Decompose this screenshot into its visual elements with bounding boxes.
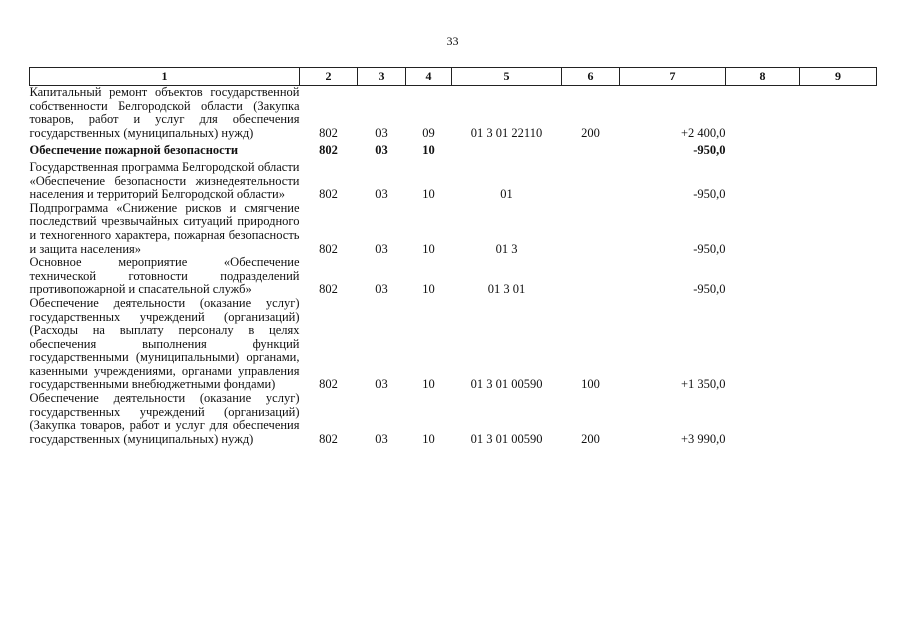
row-code-6	[562, 140, 620, 158]
row-code-2: 802	[319, 187, 338, 202]
page-number: 33	[446, 34, 459, 48]
row-code-2: 802	[319, 282, 338, 297]
row-code-3: 03	[375, 431, 388, 446]
column-header: 2	[300, 68, 358, 86]
row-code-4: 10	[422, 187, 435, 202]
row-code-4: 10	[422, 241, 435, 256]
row-name: Капитальный ремонт объектов государственной собственности Белгородской области (Закупка товаров, работ и услуг для обеспечения государственных (муниципальных) нужд)	[29, 85, 300, 140]
table-row	[30, 158, 877, 202]
row-code-3: 03	[375, 187, 388, 202]
row-name: Обеспечение деятельности (оказание услуг) государственных учреждений (организаций) (Закупка товаров, работ и услуг для обеспечения государственных (муниципальных) нужд)	[29, 391, 300, 446]
row-empty-cell	[726, 202, 800, 256]
column-header: 5	[452, 68, 562, 86]
column-header: 8	[726, 68, 800, 86]
row-amount: -950,0	[693, 187, 726, 202]
row-name: Обеспечение деятельности (оказание услуг) государственных учреждений (организаций) (Расходы на выплату персоналу в целях обеспечения выполнения функций государственными (муниципальными) органами, казенными учреждениями, органами управления государственными внебюджетными фондами)	[29, 295, 300, 392]
row-code-2: 802	[319, 241, 338, 256]
row-code-5: 01 3 01 22110	[470, 125, 543, 140]
row-code-2: 802	[319, 125, 338, 140]
row-amount: +1 350,0	[680, 377, 726, 392]
column-header: 3	[358, 68, 406, 86]
row-empty-cell	[800, 256, 877, 297]
row-name: Обеспечение пожарной безопасности	[29, 143, 239, 158]
row-code-5: 01 3 01 00590	[470, 377, 543, 392]
row-code-4: 10	[422, 377, 435, 392]
row-empty-cell	[726, 158, 800, 202]
row-code-6	[562, 158, 620, 202]
row-empty-cell	[800, 140, 877, 158]
row-code-3: 03	[375, 282, 388, 297]
row-amount: +3 990,0	[680, 431, 726, 446]
row-empty-cell	[726, 86, 800, 141]
row-code-4: 09	[422, 125, 435, 140]
table-row	[30, 140, 877, 158]
column-header: 7	[620, 68, 726, 86]
row-code-6: 200	[581, 431, 600, 446]
row-empty-cell	[800, 392, 877, 446]
row-amount: -950,0	[693, 282, 726, 297]
row-code-5: 01 3 01 00590	[470, 431, 543, 446]
row-name: Подпрограмма «Снижение рисков и смягчение последствий чрезвычайных ситуаций природного и техногенного характера, пожарная безопасность и защита населения»	[29, 200, 300, 256]
row-empty-cell	[726, 392, 800, 446]
table-row	[30, 392, 877, 446]
column-header: 9	[800, 68, 877, 86]
row-code-5: 01 3 01	[487, 282, 526, 297]
column-header: 4	[406, 68, 452, 86]
column-header: 6	[562, 68, 620, 86]
row-code-3: 03	[375, 125, 388, 140]
row-code-4: 10	[422, 282, 435, 297]
row-amount: -950,0	[693, 241, 726, 256]
row-code-5: 01 3	[495, 241, 518, 256]
row-code-2: 802	[319, 431, 338, 446]
table-row	[30, 297, 877, 392]
budget-table	[29, 67, 877, 446]
row-code-3: 03	[375, 143, 388, 158]
row-code-3: 03	[375, 241, 388, 256]
row-code-6: 100	[581, 377, 600, 392]
row-code-6	[562, 202, 620, 256]
row-empty-cell	[726, 297, 800, 392]
row-code-2: 802	[319, 377, 338, 392]
table-row	[30, 86, 877, 141]
row-code-5	[452, 140, 562, 158]
row-code-6	[562, 256, 620, 297]
row-amount: -950,0	[693, 143, 726, 158]
row-code-4: 10	[422, 143, 435, 158]
row-empty-cell	[800, 297, 877, 392]
row-code-6: 200	[581, 125, 600, 140]
row-empty-cell	[726, 256, 800, 297]
column-header: 1	[30, 68, 300, 86]
row-name: Основное мероприятие «Обеспечение технической готовности подразделений противопожарной и спасательной служб»	[29, 255, 300, 297]
table-row	[30, 202, 877, 256]
row-empty-cell	[800, 158, 877, 202]
row-code-3: 03	[375, 377, 388, 392]
row-amount: +2 400,0	[680, 125, 726, 140]
row-code-5: 01	[500, 187, 513, 202]
row-name: Государственная программа Белгородской области «Обеспечение безопасности жизнедеятельности населения и территорий Белгородской области»	[29, 159, 300, 202]
table-header-row	[30, 68, 877, 86]
row-code-4: 10	[422, 431, 435, 446]
table-row	[30, 256, 877, 297]
row-empty-cell	[726, 140, 800, 158]
row-code-2: 802	[319, 143, 338, 158]
row-empty-cell	[800, 86, 877, 141]
row-empty-cell	[800, 202, 877, 256]
